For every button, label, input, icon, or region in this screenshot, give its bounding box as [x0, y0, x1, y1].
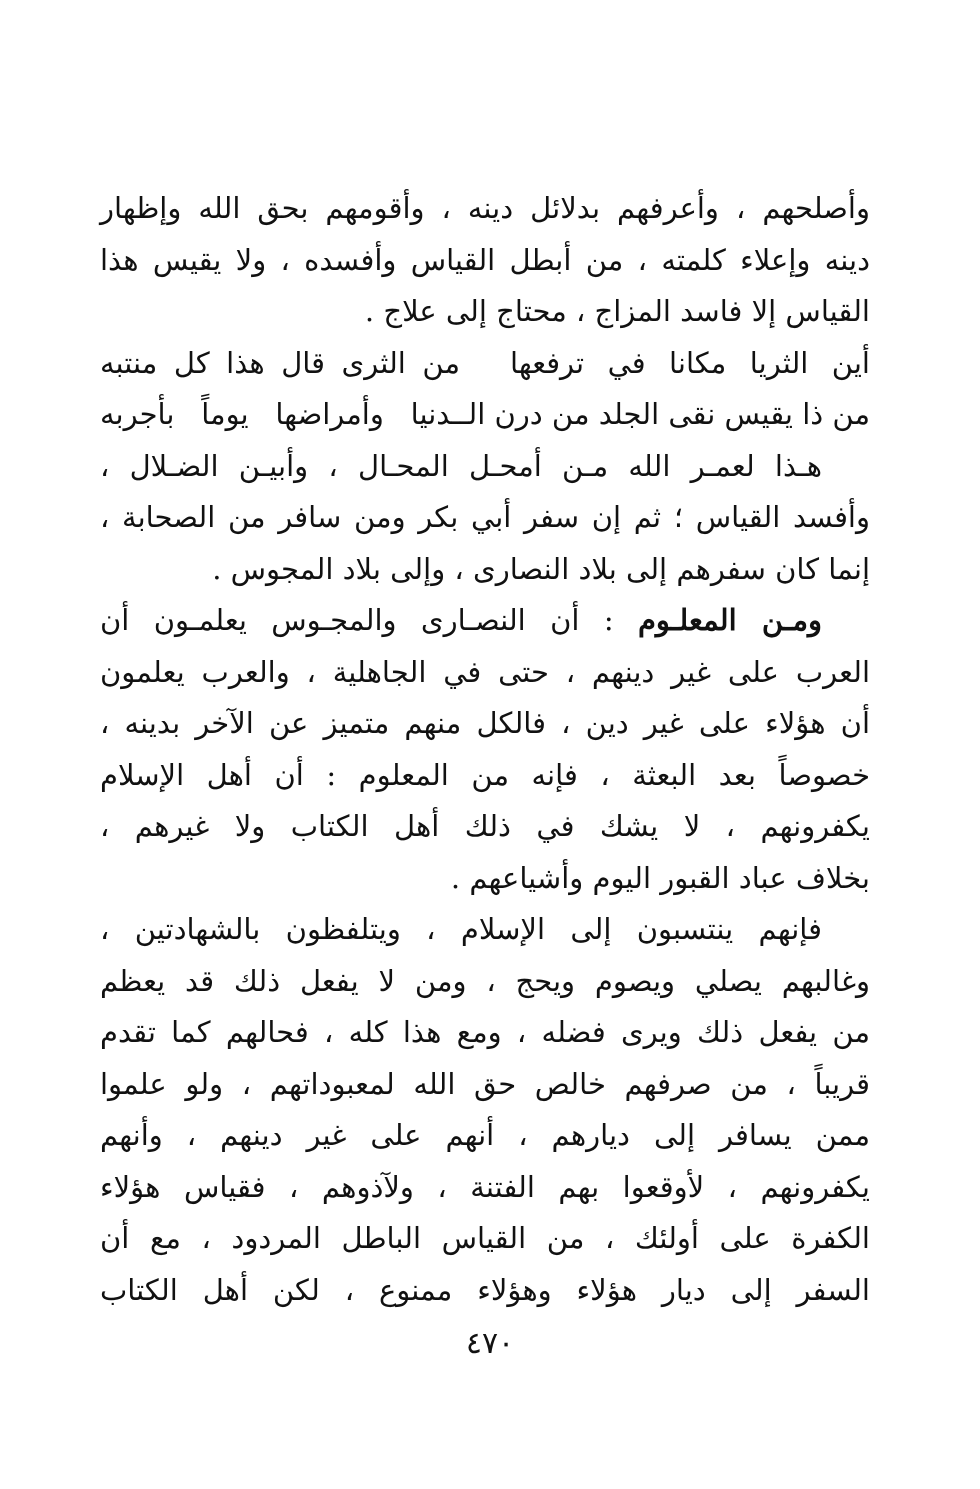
text-line: وأصلحهم ، وأعرفهم بدلائل دينه ، وأقومهم بحق الله وإظهار — [100, 191, 870, 225]
text-line: السفر إلى ديار هؤلاء وهؤلاء ممنوع ، لكن أهل الكتاب — [100, 1272, 870, 1307]
text-line: وأفسد القياس ؛ ثم إن سفر أبي بكر ومن سافر من الصحابة ، — [100, 500, 870, 534]
text-line: وغالبهم يصلي ويصوم ويحج ، ومن لا يفعل ذلك قد يعظم — [100, 963, 870, 998]
body-text — [100, 183, 870, 1316]
text-line: خصوصاً بعد البعثة ، فإنه من المعلوم : أن أهل الإسلام — [100, 757, 870, 792]
page-number: ٤٧٠ — [465, 1326, 515, 1361]
text-line: العرب على غير دينهم ، حتى في الجاهلية ، والعرب يعلمون — [100, 654, 870, 689]
text-line: من يفعل ذلك ويرى فضله ، ومع هذا كله ، فحالهم كما تقدم — [100, 1015, 870, 1049]
poem-verse — [100, 338, 870, 390]
text-line: يكفرونهم ، لأوقعوا بهم الفتنة ، ولآذوهم ، فقياس هؤلاء — [100, 1169, 870, 1204]
text-line: بخلاف عباد القبور اليوم وأشياعهم . — [450, 860, 870, 895]
text-line: إنما كان سفرهم إلى بلاد النصارى ، وإلى بلاد المجوس . — [212, 551, 870, 586]
poem-first-hemistich: من ذا يقيس نقى الجلد من درن الـ — [459, 397, 870, 431]
text-line: دينه وإعلاء كلمته ، من أبطل القياس وأفسده ، ولا يقيس هذا — [100, 242, 870, 277]
text-line: يكفرونهم ، لا يشك في ذلك أهل الكتاب ولا غيرهم ، — [100, 809, 870, 843]
text-line: أن هؤلاء على غير دين ، فالكل منهم متميز عن الآخر بدينه ، — [100, 706, 870, 740]
poem-second-hemistich: ـدنيا وأمراضها يوماً بأجربه — [100, 397, 460, 431]
bold-lead-phrase: ومـن المعلـوم — [637, 603, 822, 637]
text-line: قريباً ، من صرفهم خالص حق الله لمعبوداتهم ، ولو علموا — [100, 1066, 870, 1101]
poem-second-hemistich: من الثرى قال هذا كل منتبه — [100, 345, 460, 380]
poem-verse — [100, 389, 870, 441]
text-line: ممن يسافر إلى ديارهم ، أنهم على غير دينهم ، وأنهم — [100, 1118, 870, 1152]
text-line — [100, 595, 870, 647]
text-line-rest: : أن النصـارى والمجـوس يعلمـون أن — [100, 603, 638, 637]
poem-first-hemistich: أين الثريا مكانا في ترفعها — [510, 345, 870, 380]
text-line: هـذا لعمـر الله مـن أمحـل المحـال ، وأبيـن الضـلال ، — [100, 448, 822, 483]
text-line: القياس إلا فاسد المزاج ، محتاج إلى علاج . — [364, 294, 870, 328]
text-line: الكفرة على أولئك ، من القياس الباطل المردود ، مع أن — [100, 1221, 870, 1255]
text-line: فإنهم ينتسبون إلى الإسلام ، ويتلفظون بالشهادتين ، — [100, 912, 822, 946]
